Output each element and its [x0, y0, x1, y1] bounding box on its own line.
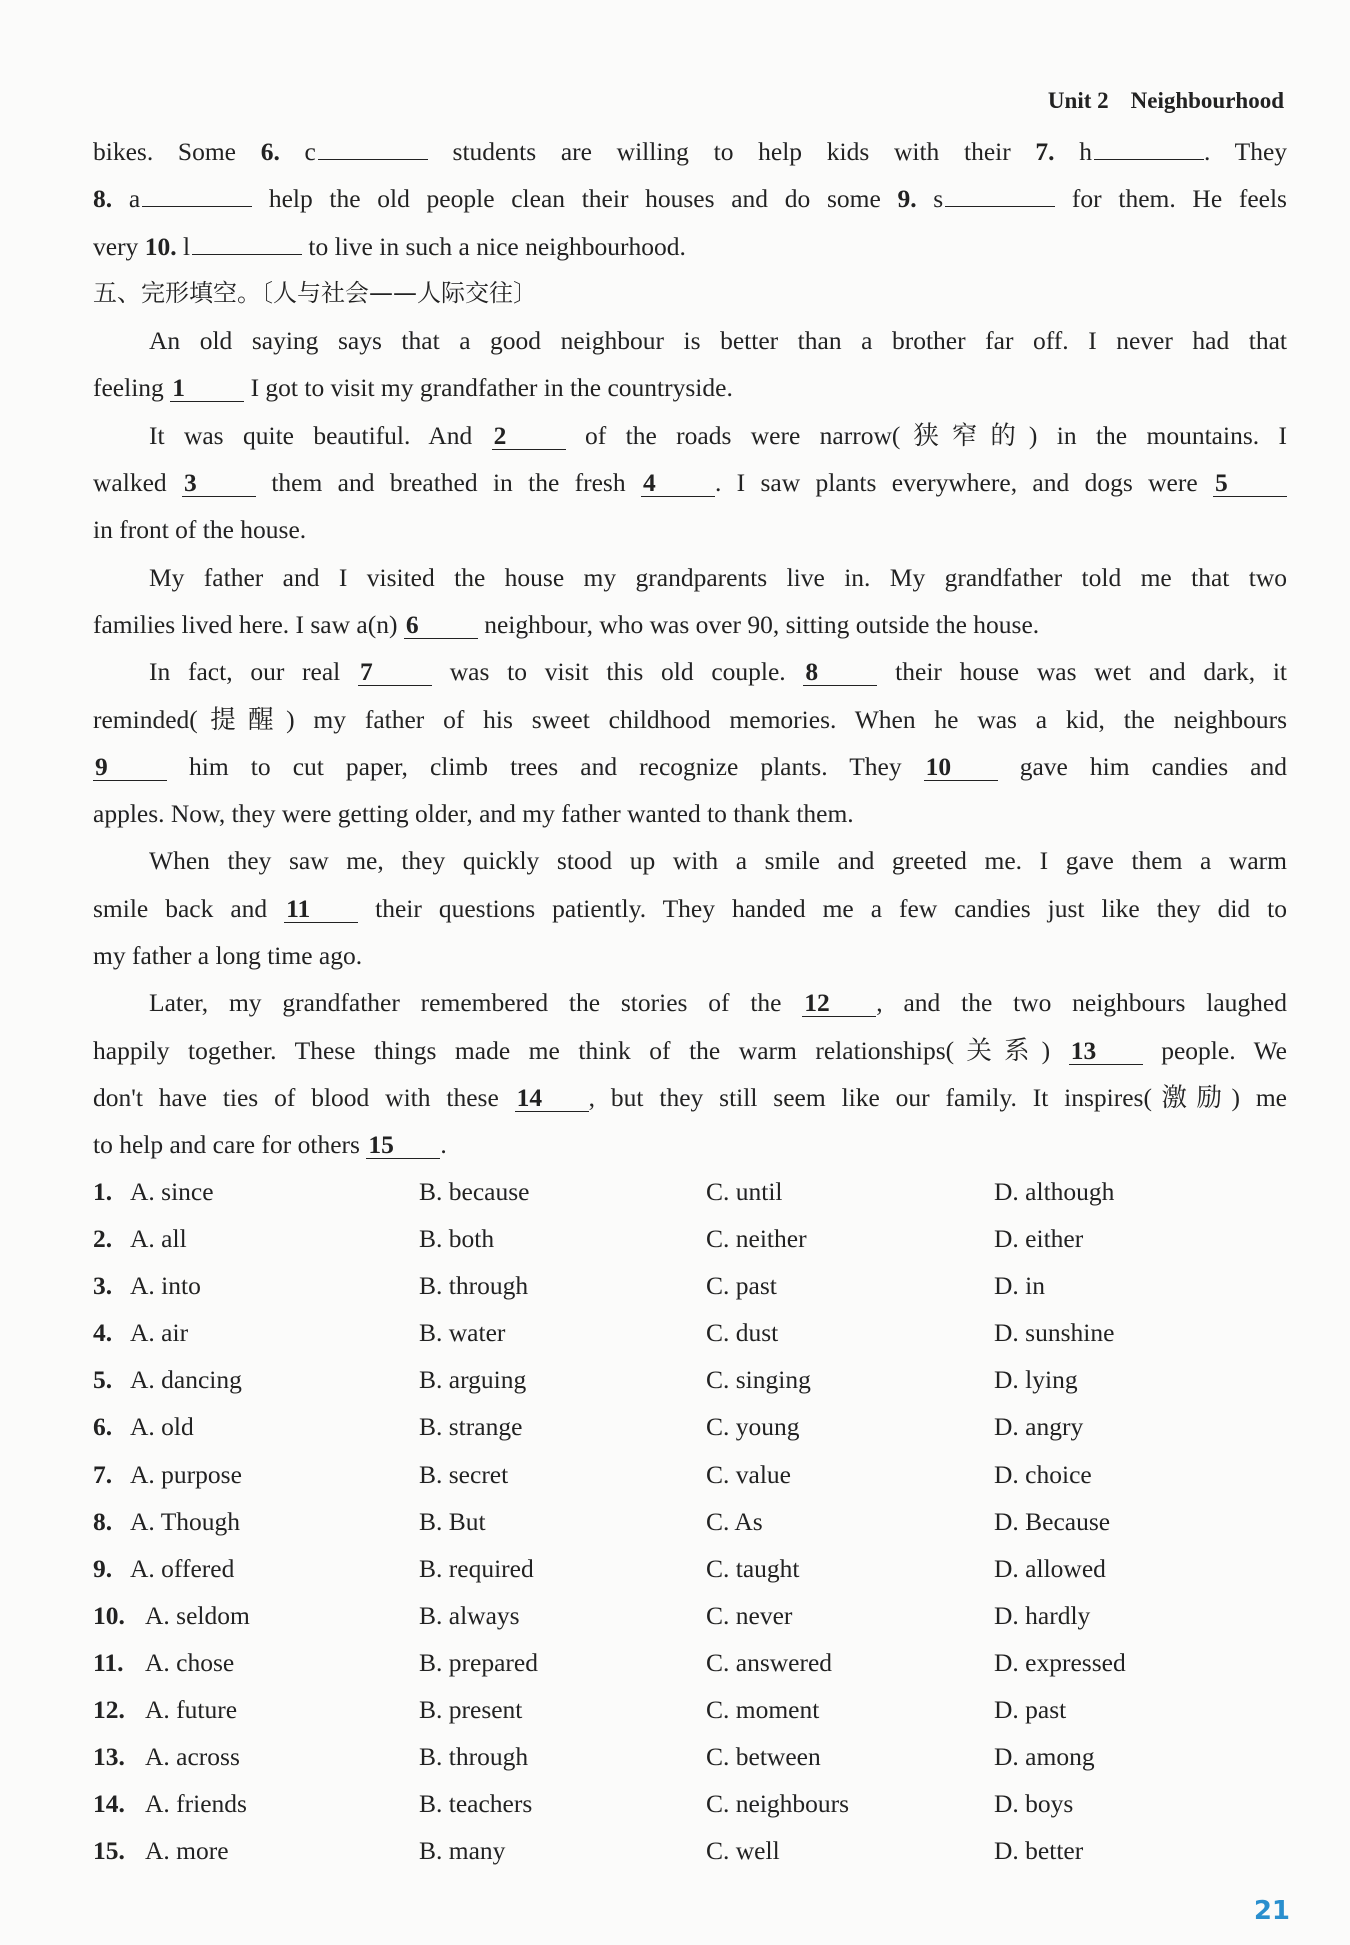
- cloze-blank[interactable]: 2: [492, 423, 566, 450]
- option-row: 12. A. future B. present C. moment D. past: [93, 1686, 1287, 1733]
- option-a[interactable]: A. since: [130, 1177, 214, 1206]
- unit-label: Unit 2: [1047, 88, 1109, 113]
- option-d[interactable]: D. allowed: [994, 1553, 1106, 1583]
- option-row: 2. A. all B. both C. neither D. either: [93, 1215, 1287, 1262]
- option-b[interactable]: B. strange: [419, 1412, 523, 1442]
- cloze-blank[interactable]: 8: [803, 659, 877, 686]
- option-b[interactable]: B. secret: [419, 1459, 509, 1489]
- option-d[interactable]: D. expressed: [994, 1647, 1126, 1677]
- section-heading: 五、完形填空。〔人与社会——人际交往〕: [93, 278, 537, 307]
- option-c[interactable]: C. dust: [706, 1318, 779, 1348]
- cloze-blank[interactable]: 5: [1213, 470, 1287, 497]
- text-line: in front of the house.: [93, 515, 307, 545]
- text-line: bikes. Some 6. c students are willing to help kids with their 7. h . They: [93, 128, 1287, 175]
- text-line: smile back and 11 their questions patiently. They handed me a few candies just like they did to: [93, 893, 1287, 923]
- cloze-blank[interactable]: 15: [366, 1132, 440, 1159]
- text-line: families lived here. I saw a(n) 6 neighbour, who was over 90, sitting outside the house.: [93, 609, 1040, 639]
- option-b[interactable]: B. arguing: [419, 1365, 527, 1395]
- cloze-blank[interactable]: 13: [1069, 1038, 1143, 1065]
- text-line: to help and care for others 15 .: [93, 1130, 447, 1160]
- option-d[interactable]: D. past: [994, 1695, 1067, 1725]
- text-line: It was quite beautiful. And 2 of the roads were narrow(狭窄的) in the mountains. I: [149, 420, 1287, 450]
- fill-blank[interactable]: [318, 131, 428, 160]
- option-a[interactable]: A. chose: [145, 1647, 235, 1677]
- option-b[interactable]: B. many: [419, 1836, 506, 1866]
- option-row: 6. A. old B. strange C. young D. angry: [93, 1403, 1287, 1450]
- cloze-blank[interactable]: 14: [515, 1085, 589, 1112]
- option-a[interactable]: A. across: [145, 1742, 240, 1772]
- option-d[interactable]: D. sunshine: [994, 1318, 1115, 1348]
- option-b[interactable]: B. prepared: [419, 1647, 538, 1677]
- option-a[interactable]: A. into: [130, 1271, 201, 1301]
- fill-blank[interactable]: [945, 178, 1055, 207]
- option-row: 15. A. more B. many C. well D. better: [93, 1827, 1287, 1874]
- option-a[interactable]: A. all: [130, 1224, 187, 1254]
- cloze-blank[interactable]: 3: [182, 470, 256, 497]
- option-d[interactable]: D. hardly: [994, 1600, 1091, 1630]
- option-b[interactable]: B. both: [419, 1224, 495, 1254]
- cloze-blank[interactable]: 1: [170, 375, 244, 402]
- option-d[interactable]: D. either: [994, 1224, 1084, 1254]
- option-d[interactable]: D. angry: [994, 1412, 1084, 1442]
- option-c[interactable]: C. value: [706, 1459, 791, 1489]
- option-b[interactable]: B. because: [419, 1177, 530, 1206]
- option-row: 4. A. air B. water C. dust D. sunshine: [93, 1309, 1287, 1356]
- cloze-blank[interactable]: 12: [802, 990, 876, 1017]
- text-line: An old saying says that a good neighbour is better than a brother far off. I never had that: [149, 326, 1287, 356]
- cloze-blank[interactable]: 11: [284, 896, 358, 923]
- option-d[interactable]: D. among: [994, 1742, 1095, 1772]
- option-b[interactable]: B. present: [419, 1695, 523, 1725]
- option-b[interactable]: B. teachers: [419, 1789, 533, 1819]
- option-a[interactable]: A. air: [130, 1318, 189, 1348]
- unit-title: Neighbourhood: [1130, 88, 1284, 113]
- option-d[interactable]: D. choice: [994, 1459, 1092, 1489]
- text-line: feeling 1 I got to visit my grandfather in the countryside.: [93, 373, 733, 403]
- option-row: 8. A. Though B. But C. As D. Because: [93, 1498, 1287, 1545]
- option-b[interactable]: B. through: [419, 1271, 529, 1301]
- option-a[interactable]: A. future: [145, 1695, 238, 1725]
- option-c[interactable]: C. answered: [706, 1647, 833, 1677]
- option-c[interactable]: C. until: [706, 1177, 783, 1206]
- option-a[interactable]: A. dancing: [130, 1365, 242, 1395]
- text-line: happily together. These things made me think of the warm relationships(关系) 13 people. We: [93, 1035, 1287, 1065]
- text-line: 9 him to cut paper, climb trees and recognize plants. They 10 gave him candies and: [95, 751, 1288, 781]
- cloze-blank[interactable]: 9: [93, 754, 167, 781]
- option-d[interactable]: D. in: [994, 1271, 1045, 1301]
- option-a[interactable]: A. friends: [145, 1789, 247, 1819]
- text-line: don't have ties of blood with these 14 , but they still seem like our family. It inspires(激励) me: [93, 1082, 1287, 1112]
- option-d[interactable]: D. although: [994, 1177, 1115, 1206]
- option-row: 11. A. chose B. prepared C. answered D. expressed: [93, 1639, 1287, 1686]
- option-a[interactable]: A. purpose: [130, 1459, 242, 1489]
- option-row: 9. A. offered B. required C. taught D. allowed: [93, 1545, 1287, 1592]
- page-number: 21: [1253, 1896, 1290, 1926]
- text-line: In fact, our real 7 was to visit this old couple. 8 their house was wet and dark, it: [149, 657, 1287, 687]
- text-line: my father a long time ago.: [93, 941, 363, 971]
- option-a[interactable]: A. Though: [130, 1506, 241, 1536]
- option-b[interactable]: B. through: [419, 1742, 529, 1772]
- fill-blank[interactable]: [1094, 131, 1204, 160]
- option-row: 14. A. friends B. teachers C. neighbours D. boys: [93, 1780, 1287, 1827]
- answer-options: [93, 1168, 1287, 1874]
- option-row: 10. A. seldom B. always C. never D. hardly: [93, 1592, 1287, 1639]
- fill-blank[interactable]: [142, 178, 252, 207]
- text-line: very 10. l to live in such a nice neighbourhood.: [93, 223, 1287, 270]
- text-line: 8. a help the old people clean their houses and do some 9. s for them. He feels: [93, 175, 1287, 222]
- option-b[interactable]: B. always: [419, 1600, 520, 1630]
- option-row: 3. A. into B. through C. past D. in: [93, 1262, 1287, 1309]
- option-c[interactable]: C. well: [706, 1836, 780, 1866]
- option-a[interactable]: A. old: [130, 1412, 194, 1442]
- option-b[interactable]: B. water: [419, 1318, 506, 1348]
- text-line: Later, my grandfather remembered the stories of the 12 , and the two neighbours laughed: [149, 988, 1287, 1018]
- option-c[interactable]: C. never: [706, 1600, 793, 1630]
- option-c[interactable]: C. taught: [706, 1553, 800, 1583]
- option-c[interactable]: C. As: [706, 1506, 763, 1536]
- option-row: 7. A. purpose B. secret C. value D. choice: [93, 1451, 1287, 1498]
- option-d[interactable]: D. Because: [994, 1506, 1111, 1536]
- cloze-blank[interactable]: 6: [404, 612, 478, 639]
- option-b[interactable]: B. But: [419, 1506, 486, 1536]
- text-line: My father and I visited the house my grandparents live in. My grandfather told me that two: [149, 562, 1287, 592]
- option-d[interactable]: D. boys: [994, 1789, 1074, 1819]
- text-line: apples. Now, they were getting older, and my father wanted to thank them.: [93, 799, 854, 829]
- option-a[interactable]: A. seldom: [145, 1600, 250, 1630]
- text-line: reminded(提醒) my father of his sweet childhood memories. When he was a kid, the neighbours: [93, 704, 1287, 734]
- option-c[interactable]: C. past: [706, 1271, 777, 1301]
- option-a[interactable]: A. more: [145, 1836, 229, 1866]
- fill-blank[interactable]: [192, 226, 302, 255]
- text-line: walked 3 them and breathed in the fresh 4 . I saw plants everywhere, and dogs were 5: [93, 459, 1287, 506]
- option-a[interactable]: A. offered: [130, 1553, 235, 1583]
- option-c[interactable]: C. neighbours: [706, 1789, 850, 1819]
- running-header: [1048, 88, 1284, 114]
- option-b[interactable]: B. required: [419, 1553, 534, 1583]
- text-line: When they saw me, they quickly stood up with a smile and greeted me. I gave them a warm: [149, 846, 1287, 876]
- option-c[interactable]: C. moment: [706, 1695, 820, 1725]
- cloze-blank[interactable]: 4: [641, 470, 715, 497]
- option-row: 5. A. dancing B. arguing C. singing D. lying: [93, 1356, 1287, 1403]
- cloze-blank[interactable]: 10: [924, 754, 998, 781]
- exercise-text: [93, 128, 1287, 1169]
- option-d[interactable]: D. lying: [994, 1365, 1078, 1395]
- option-c[interactable]: C. neither: [706, 1224, 807, 1254]
- option-c[interactable]: C. young: [706, 1412, 800, 1442]
- cloze-blank[interactable]: 7: [358, 659, 432, 686]
- option-d[interactable]: D. better: [994, 1836, 1084, 1866]
- option-c[interactable]: C. singing: [706, 1365, 811, 1395]
- option-row: 13. A. across B. through C. between D. among: [93, 1733, 1287, 1780]
- option-c[interactable]: C. between: [706, 1742, 821, 1772]
- option-row: 1. A. since B. because C. until D. although: [93, 1168, 1287, 1215]
